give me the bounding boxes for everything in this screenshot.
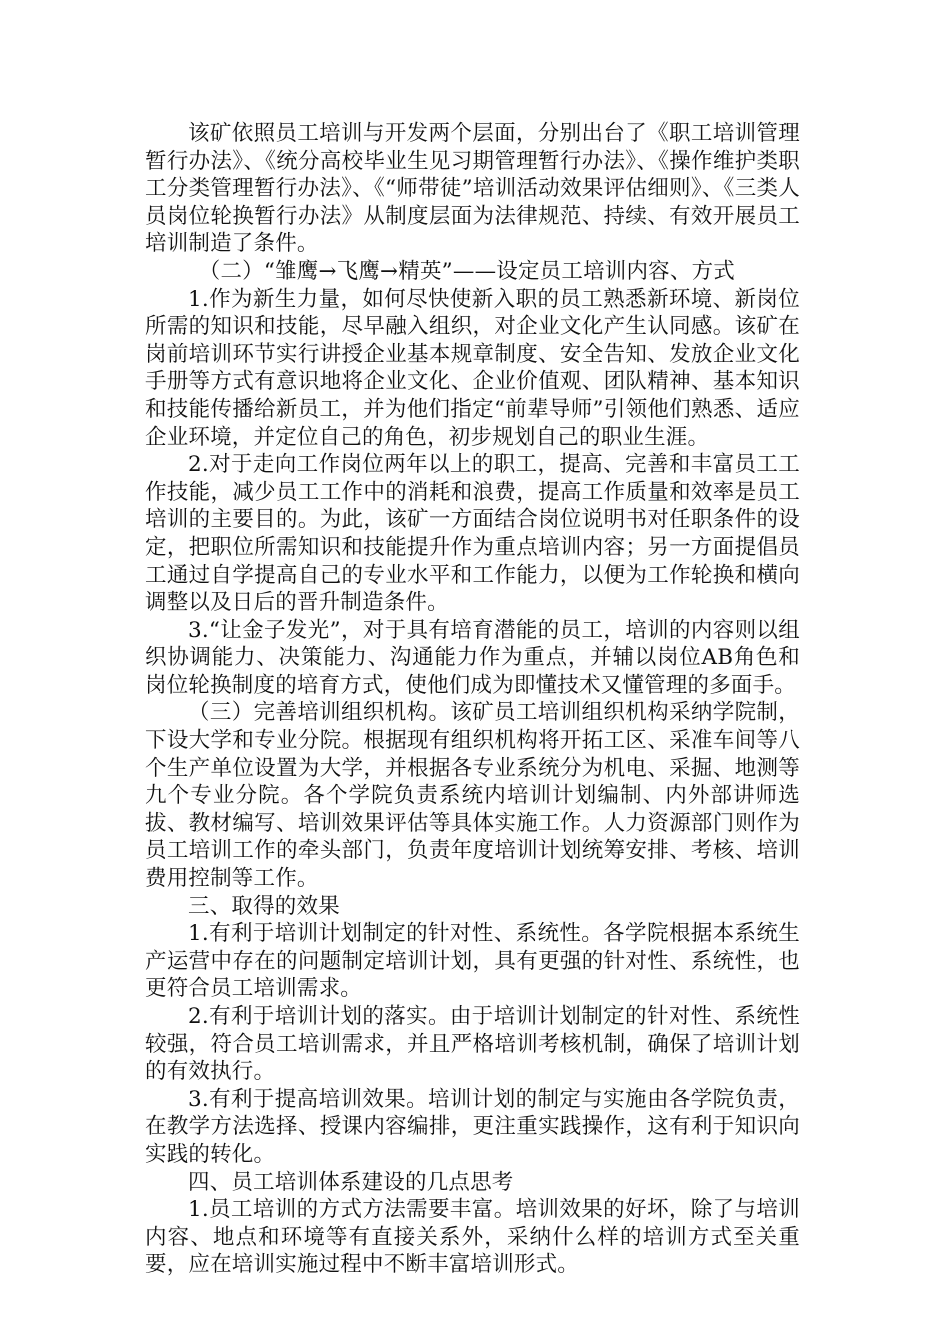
paragraph-training-regulations: 该矿依照员工培训与开发两个层面，分别出台了《职工培训管理暂行办法》、《统分高校毕业生见习期管理暂行办法》、《操作维护类职工分类管理暂行办法》、《“师带徒”培训活动效果评估细则》、《三类人员岗位轮换暂行办法》从制度层面为法律规范、持续、有效开展员工培训制造了条件。 — [145, 121, 800, 257]
document-body — [145, 120, 800, 1279]
paragraph-reflection-methods: 1.员工培训的方式方法需要丰富。培训效果的好坏，除了与培训内容、地点和环境等有直接关系外，采纳什么样的培训方式至关重要，应在培训实施过程中不断丰富培训形式。 — [145, 1197, 800, 1278]
paragraph-experienced-employee-training: 2.对于走向工作岗位两年以上的职工，提高、完善和丰富员工工作技能，减少员工工作中的消耗和浪费，提高工作质量和效率是员工培训的主要目的。为此，该矿一方面结合岗位说明书对任职条件的设定，把职位所需知识和技能提升作为重点培训内容；另一方面提倡员工通过自学提高自己的专业水平和工作能力，以便为工作轮换和横向调整以及日后的晋升制造条件。 — [145, 452, 800, 616]
paragraph-result-effectiveness: 3.有利于提高培训效果。培训计划的制定与实施由各学院负责，在教学方法选择、授课内容编排，更注重实践操作，这有利于知识向实践的转化。 — [145, 1086, 800, 1167]
paragraph-training-organization: （三）完善培训组织机构。该矿员工培训组织机构采纳学院制，下设大学和专业分院。根据现有组织机构将开拓工区、采准车间等八个生产单位设置为大学，并根据各专业系统分为机电、采掘、地测等九个专业分院。各个学院负责系统内培训计划编制、内外部讲师选拔、教材编写、培训效果评估等具体实施工作。人力资源部门则作为员工培训工作的牵头部门，负责年度培训计划统筹安排、考核、培训费用控制等工作。 — [145, 700, 800, 892]
paragraph-result-targeting: 1.有利于培训计划制定的针对性、系统性。各学院根据本系统生产运营中存在的问题制定培训计划，具有更强的针对性、系统性，也更符合员工培训需求。 — [145, 921, 800, 1002]
paragraph-result-implementation: 2.有利于培训计划的落实。由于培训计划制定的针对性、系统性较强，符合员工培训需求，并且严格培训考核机制，确保了培训计划的有效执行。 — [145, 1004, 800, 1085]
paragraph-high-potential-training: 3.“让金子发光”，对于具有培育潜能的员工，培训的内容则以组织协调能力、决策能力、沟通能力作为重点，并辅以岗位AB角色和岗位轮换制度的培育方式，使他们成为即懂技术又懂管理的多面手。 — [145, 617, 800, 698]
section-heading-reflections: 四、员工培训体系建设的几点思考 — [188, 1169, 514, 1195]
section-heading-results: 三、取得的效果 — [188, 893, 340, 919]
paragraph-new-employee-training: 1.作为新生力量，如何尽快使新入职的员工熟悉新环境、新岗位所需的知识和技能，尽早融入组织，对企业文化产生认同感。该矿在岗前培训环节实行讲授企业基本规章制度、安全告知、发放企业文化手册等方式有意识地将企业文化、企业价值观、团队精神、基本知识和技能传播给新员工，并为他们指定“前辈导师”引领他们熟悉、适应企业环境，并定位自己的角色，初步规划自己的职业生涯。 — [145, 286, 800, 450]
section-heading-training-content: （二）“雏鹰→飞鹰→精英”——设定员工培训内容、方式 — [198, 258, 735, 284]
